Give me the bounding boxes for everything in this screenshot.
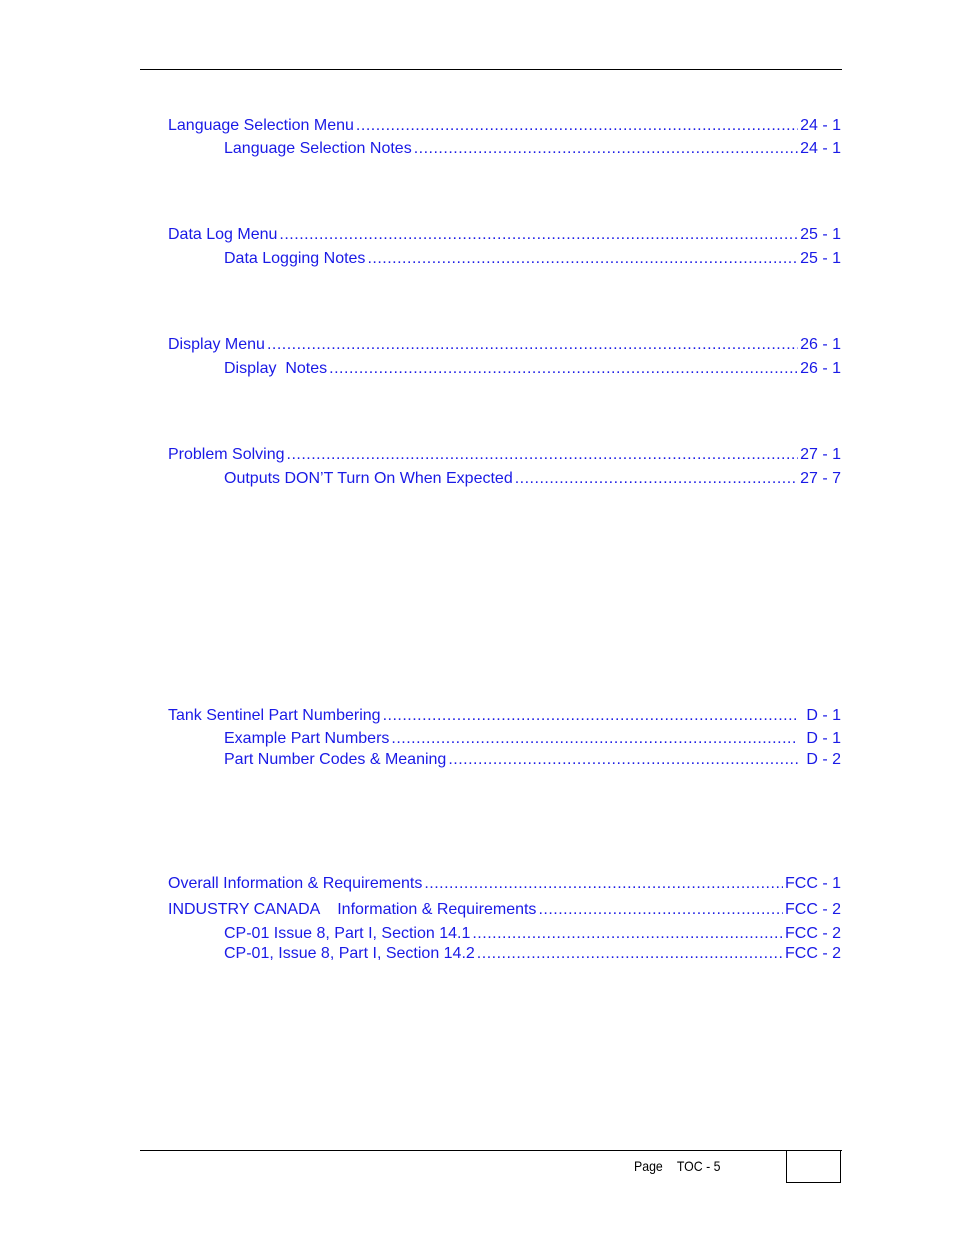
toc-page-number: FCC - 2 — [785, 901, 841, 918]
toc-entry-label: Example Part Numbers — [224, 730, 390, 747]
toc-entry-label: Data Logging Notes — [224, 250, 366, 267]
toc-dot-leader — [391, 729, 798, 749]
toc-page-number: 25 - 1 — [800, 226, 841, 243]
toc-entry-data-logging-notes[interactable] — [224, 249, 841, 269]
toc-entry-tank-sentinel-part-numbering[interactable] — [168, 706, 841, 726]
toc-dot-leader — [329, 359, 798, 379]
toc-entry-part-number-codes[interactable] — [224, 750, 841, 770]
toc-dot-leader — [356, 116, 798, 136]
toc-page-number: FCC - 2 — [785, 925, 841, 942]
toc-page-number: D - 1 — [806, 707, 841, 724]
toc-entry-label: Display Notes — [224, 360, 328, 377]
toc-entry-overall-information[interactable] — [168, 874, 841, 894]
toc-dot-leader — [367, 249, 798, 269]
toc-dot-leader — [538, 900, 783, 920]
page-footer — [634, 1158, 720, 1174]
toc-entry-data-log-menu[interactable] — [168, 225, 841, 245]
toc-page-number: 25 - 1 — [800, 250, 841, 267]
toc-entry-label: CP-01 Issue 8, Part I, Section 14.1 — [224, 925, 471, 942]
toc-entry-label: Data Log Menu — [168, 226, 278, 243]
toc-page-number: D - 2 — [806, 751, 841, 768]
toc-page-number: 24 - 1 — [800, 140, 841, 157]
toc-dot-leader — [279, 225, 798, 245]
toc-entry-label: Overall Information & Requirements — [168, 875, 423, 892]
header-rule — [140, 69, 842, 70]
toc-dot-leader — [448, 750, 798, 770]
toc-dot-leader — [477, 944, 783, 964]
toc-page-number: FCC - 2 — [785, 945, 841, 962]
toc-entry-label: INDUSTRY CANADA Information & Requirements — [168, 901, 537, 918]
toc-page-number: 26 - 1 — [800, 336, 841, 353]
toc-dot-leader — [472, 924, 783, 944]
toc-entry-display-menu[interactable] — [168, 335, 841, 355]
toc-entry-language-selection-notes[interactable] — [224, 139, 841, 159]
toc-dot-leader — [424, 874, 783, 894]
toc-page-number: FCC - 1 — [785, 875, 841, 892]
toc-dot-leader — [515, 469, 798, 489]
toc-entry-industry-canada[interactable] — [168, 900, 841, 920]
toc-entry-cp01-section-14-1[interactable] — [224, 924, 841, 944]
toc-entry-display-notes[interactable] — [224, 359, 841, 379]
toc-page-number: D - 1 — [806, 730, 841, 747]
toc-entry-language-selection-menu[interactable] — [168, 116, 841, 136]
toc-entry-outputs-dont-turn-on[interactable] — [224, 469, 841, 489]
toc-entry-label: Display Menu — [168, 336, 265, 353]
toc-page-number: 27 - 1 — [800, 446, 841, 463]
toc-entry-label: Outputs DON’T Turn On When Expected — [224, 470, 513, 487]
toc-page-number: 27 - 7 — [800, 470, 841, 487]
toc-entry-label: CP-01, Issue 8, Part I, Section 14.2 — [224, 945, 475, 962]
toc-entry-example-part-numbers[interactable] — [224, 729, 841, 749]
footer-page-label: Page — [634, 1158, 663, 1174]
footer-box — [786, 1150, 841, 1183]
toc-dot-leader — [267, 335, 798, 355]
toc-dot-leader — [287, 445, 799, 465]
toc-entry-label: Problem Solving — [168, 446, 285, 463]
toc-entry-problem-solving[interactable] — [168, 445, 841, 465]
toc-page-number: 24 - 1 — [800, 117, 841, 134]
toc-entry-label: Tank Sentinel Part Numbering — [168, 707, 381, 724]
toc-dot-leader — [383, 706, 799, 726]
toc-entry-cp01-section-14-2[interactable] — [224, 944, 841, 964]
footer-page-number: TOC - 5 — [676, 1158, 721, 1174]
toc-entry-label: Language Selection Notes — [224, 140, 412, 157]
toc-page-number: 26 - 1 — [800, 360, 841, 377]
toc-dot-leader — [414, 139, 798, 159]
toc-entry-label: Part Number Codes & Meaning — [224, 751, 447, 768]
footer-rule — [140, 1150, 842, 1151]
toc-entry-label: Language Selection Menu — [168, 117, 354, 134]
